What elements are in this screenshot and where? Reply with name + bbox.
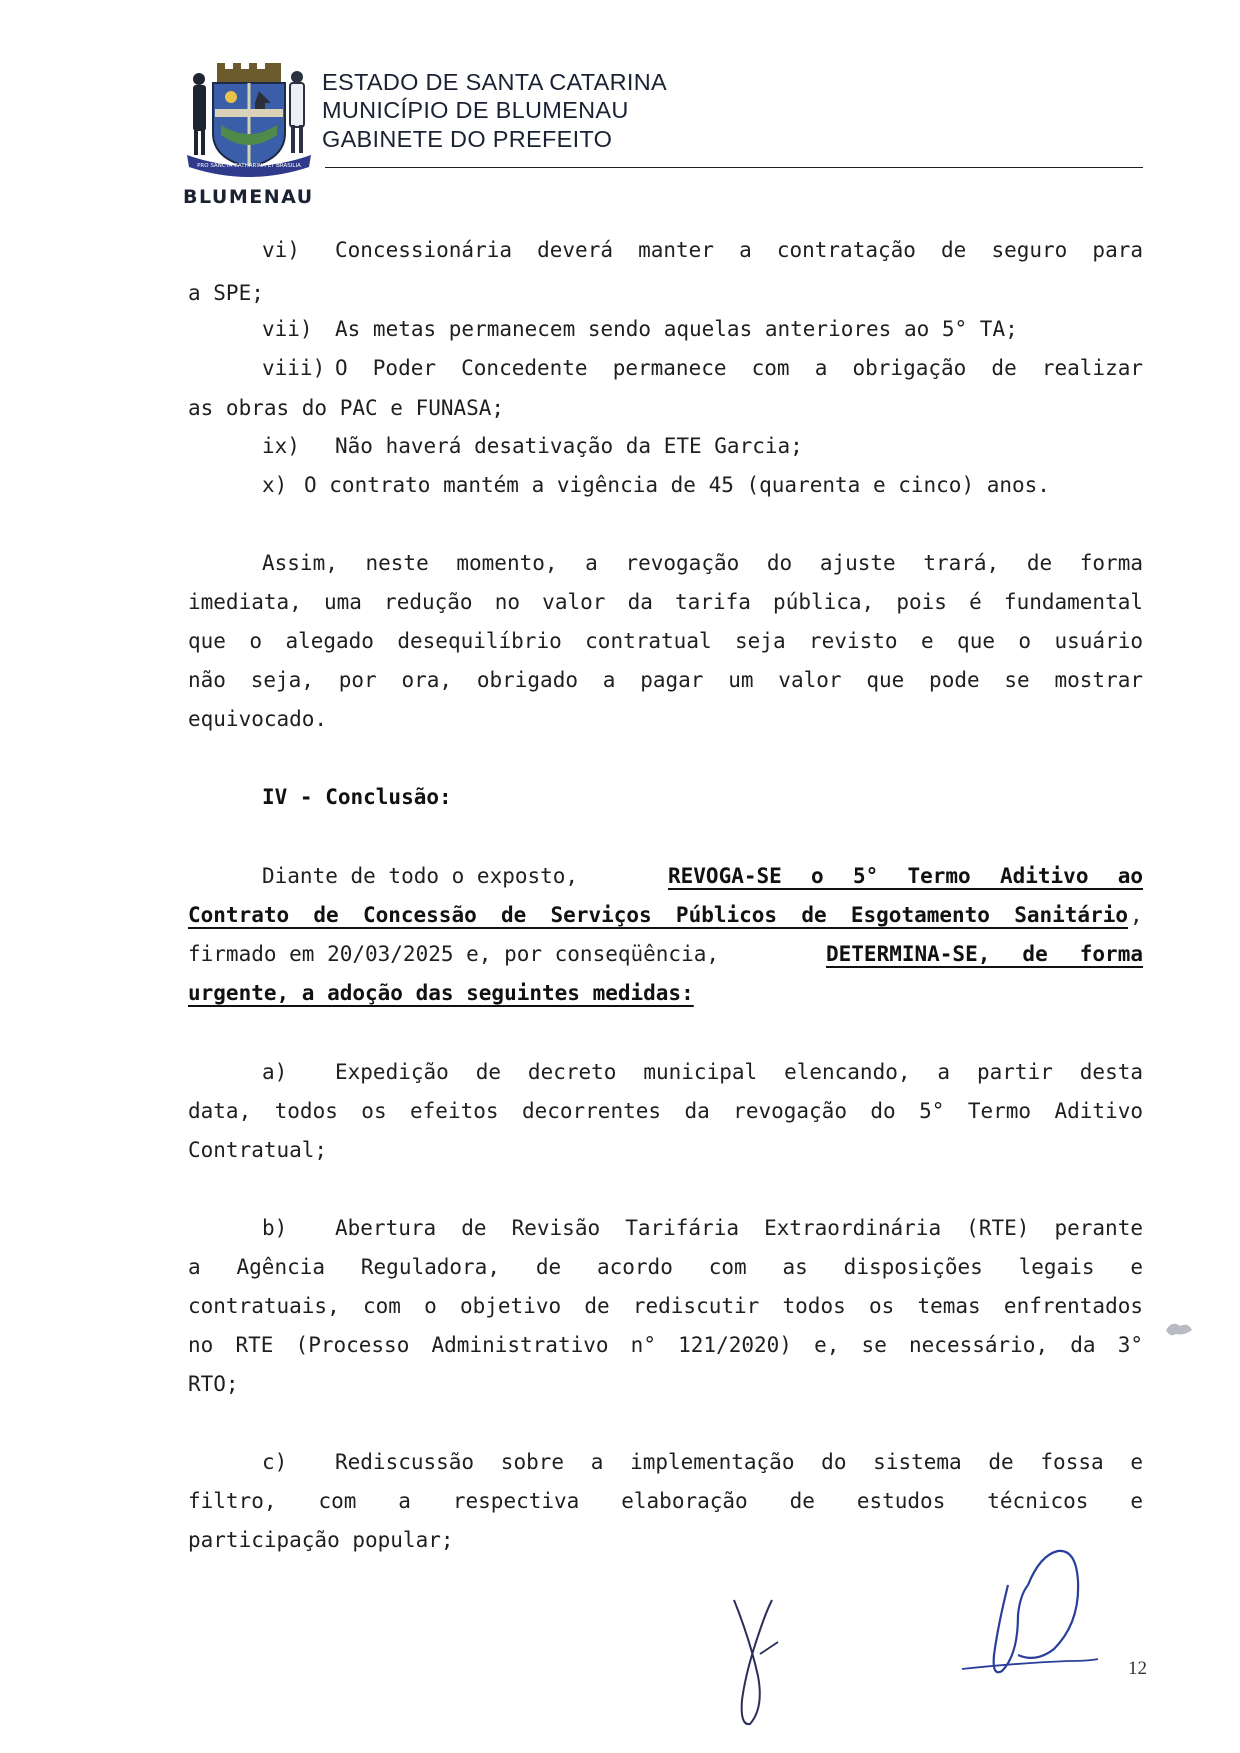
- margin-stamp-mark-icon: [1162, 1316, 1198, 1342]
- measure-b-line3: contratuais, com o objetivo de rediscutir todos os temas enfrentados: [188, 1294, 1143, 1318]
- header-municipality: MUNICÍPIO DE BLUMENAU: [322, 97, 629, 123]
- measure-b-line5: RTO;: [188, 1372, 239, 1396]
- initials-signature-left-icon: [720, 1590, 790, 1730]
- measure-c-line1: Rediscussão sobre a implementação do sistema de fossa e: [335, 1450, 1143, 1474]
- measure-c-line2: filtro, com a respectiva elaboração de estudos técnicos e: [188, 1489, 1143, 1513]
- item-vii-text: As metas permanecem sendo aquelas anteriores ao 5° TA;: [335, 317, 1018, 341]
- measure-b-line1: Abertura de Revisão Tarifária Extraordinária (RTE) perante: [335, 1216, 1143, 1240]
- header-state: ESTADO DE SANTA CATARINA: [322, 69, 667, 95]
- header-office: GABINETE DO PREFEITO: [322, 126, 613, 152]
- item-viii-label: viii): [262, 356, 326, 380]
- measure-b-label: b): [262, 1216, 288, 1240]
- item-vii-label: vii): [262, 317, 313, 341]
- diante-line4-bold: urgente, a adoção das seguintes medidas:: [188, 981, 694, 1005]
- assim-line2: imediata, uma redução no valor da tarifa pública, pois é fundamental: [188, 590, 1143, 614]
- item-viii-line2: as obras do PAC e FUNASA;: [188, 396, 505, 420]
- item-ix-text: Não haverá desativação da ETE Garcia;: [335, 434, 803, 458]
- diante-line1-plain: Diante de todo o exposto,: [262, 864, 579, 888]
- assim-line3: que o alegado desequilíbrio contratual seja revisto e que o usuário: [188, 629, 1143, 653]
- diante-line2-bold: Contrato de Concessão de Serviços Públicos de Esgotamento Sanitário: [188, 903, 1128, 927]
- measure-c-label: c): [262, 1450, 288, 1474]
- measure-a-line1: Expedição de decreto municipal elencando, a partir desta: [335, 1060, 1143, 1084]
- assim-line1: Assim, neste momento, a revogação do ajuste trará, de forma: [262, 551, 1143, 575]
- assim-line4: não seja, por ora, obrigado a pagar um valor que pode se mostrar: [188, 668, 1143, 692]
- diante-line3-bold: DETERMINA-SE, de forma: [826, 942, 1143, 966]
- measure-c-line3: participação popular;: [188, 1528, 454, 1552]
- measure-a-label: a): [262, 1060, 288, 1084]
- measure-a-line3: Contratual;: [188, 1138, 328, 1162]
- diante-line3-plain: firmado em 20/03/2025 e, por conseqüência,: [188, 942, 720, 966]
- svg-text:PRO SANCTA CATHARINA ET BRASIL: PRO SANCTA CATHARINA ET BRASILIA: [197, 163, 301, 169]
- item-vi-line2: a SPE;: [188, 281, 264, 305]
- page-number: 12: [1128, 1658, 1147, 1679]
- item-vi-line1: Concessionária deverá manter a contratação de seguro para: [335, 238, 1143, 262]
- item-x-label: x): [262, 473, 288, 497]
- blumenau-coat-of-arms-icon: [185, 63, 313, 183]
- item-viii-line1: O Poder Concedente permanece com a obrigação de realizar: [335, 356, 1143, 380]
- header-divider: [325, 167, 1143, 168]
- measure-a-line2: data, todos os efeitos decorrentes da revogação do 5° Termo Aditivo: [188, 1099, 1143, 1123]
- item-vi-label: vi): [262, 238, 300, 262]
- diante-line2-end: ,: [1130, 903, 1143, 927]
- item-x-text: O contrato mantém a vigência de 45 (quarenta e cinco) anos.: [304, 473, 1050, 497]
- section-heading: IV - Conclusão:: [262, 785, 452, 809]
- measure-b-line4: no RTE (Processo Administrativo n° 121/2020) e, se necessário, da 3°: [188, 1333, 1143, 1357]
- item-ix-label: ix): [262, 434, 300, 458]
- measure-b-line2: a Agência Reguladora, de acordo com as disposições legais e: [188, 1255, 1143, 1279]
- crest-city-name: BLUMENAU: [183, 186, 314, 208]
- initials-signature-right-icon: [958, 1545, 1128, 1695]
- diante-line1-bold: REVOGA-SE o 5° Termo Aditivo ao: [668, 864, 1143, 888]
- assim-line5: equivocado.: [188, 707, 328, 731]
